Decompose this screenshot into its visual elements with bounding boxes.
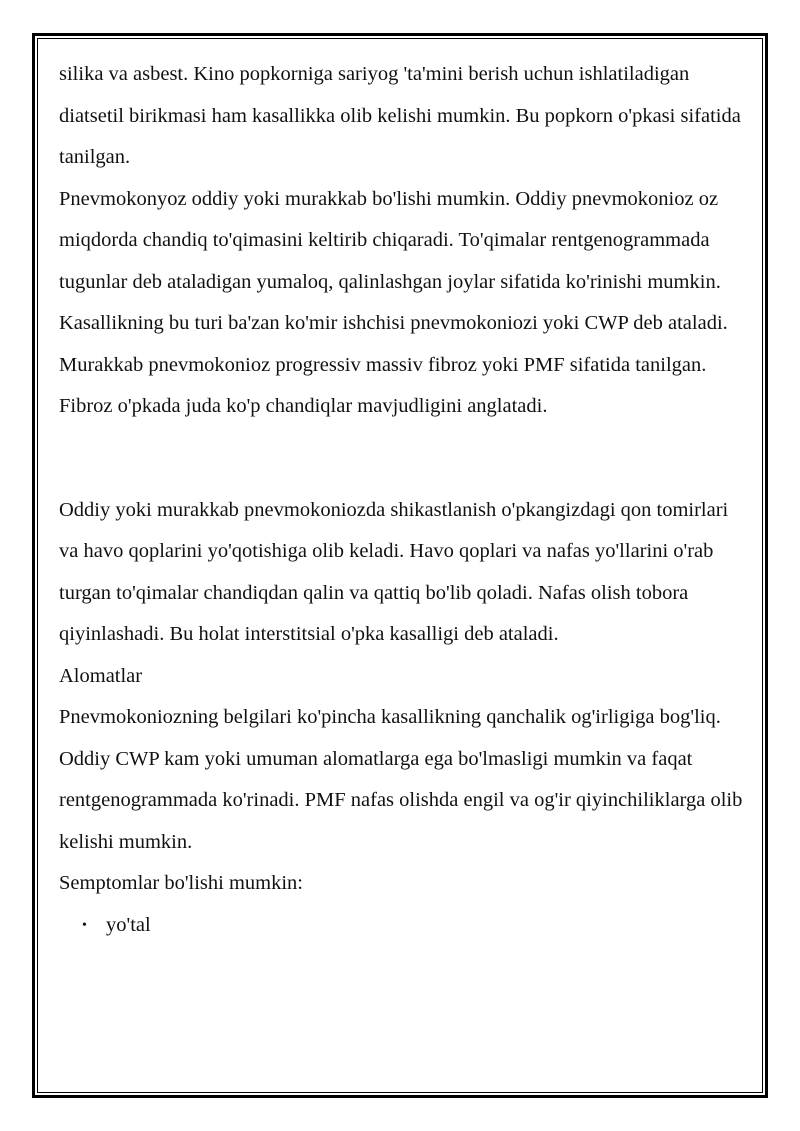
paragraph-gap [59, 428, 749, 490]
bullet-icon: • [82, 917, 87, 933]
symptom-list [59, 905, 749, 947]
heading-symptoms: Alomatlar [59, 664, 143, 687]
paragraph-pneumoconiosis-types: Pnevmokonyoz oddiy yoki murakkab bo'lishi mumkin. Oddiy pnevmokonioz oz miqdorda chandiq to'qimasini keltirib chiqaradi. To'qimalar rentgenogrammada tugunlar deb ataladigan yumaloq, qalinlashgan joylar sifatida ko'rinishi mumkin. Kasallikning bu turi ba'zan ko'mir ishchisi pnevmokoniozi yoki CWP deb ataladi. Murakkab pnevmokonioz progressiv massiv fibroz yoki PMF sifatida tanilgan. Fibroz o'pkada juda ko'p chandiqlar mavjudligini anglatadi. [59, 187, 728, 417]
paragraph-lung-damage: Oddiy yoki murakkab pnevmokoniozda shikastlanish o'pkangizdagi qon tomirlari va havo qoplarini yo'qotishiga olib keladi. Havo qoplari va nafas yo'llarini o'rab turgan to'qimalar chandiqdan qalin va qattiq bo'lib qoladi. Nafas olish tobora qiyinlashadi. Bu holat interstitsial o'pka kasalligi deb ataladi. [59, 498, 729, 645]
paragraph-symptom-severity: Pnevmokoniozning belgilari ko'pincha kasallikning qanchalik og'irligiga bog'liq. Oddiy CWP kam yoki umuman alomatlarga ega bo'lmasligi mumkin va faqat rentgenogrammada ko'rinadi. PMF nafas olishda engil va og'ir qiyinchiliklarga olib kelishi mumkin. [59, 706, 743, 853]
paragraph-asbestos: silika va asbest. Kino popkorniga sariyog 'ta'mini berish uchun ishlatiladigan diatsetil birikmasi ham kasallikka olib kelishi mumkin. Bu popkorn o'pkasi sifatida tanilgan. [59, 63, 741, 168]
document-body [59, 54, 749, 946]
list-item [59, 905, 749, 947]
list-item-text: yo'tal [106, 913, 151, 936]
list-intro: Semptomlar bo'lishi mumkin: [59, 872, 303, 894]
